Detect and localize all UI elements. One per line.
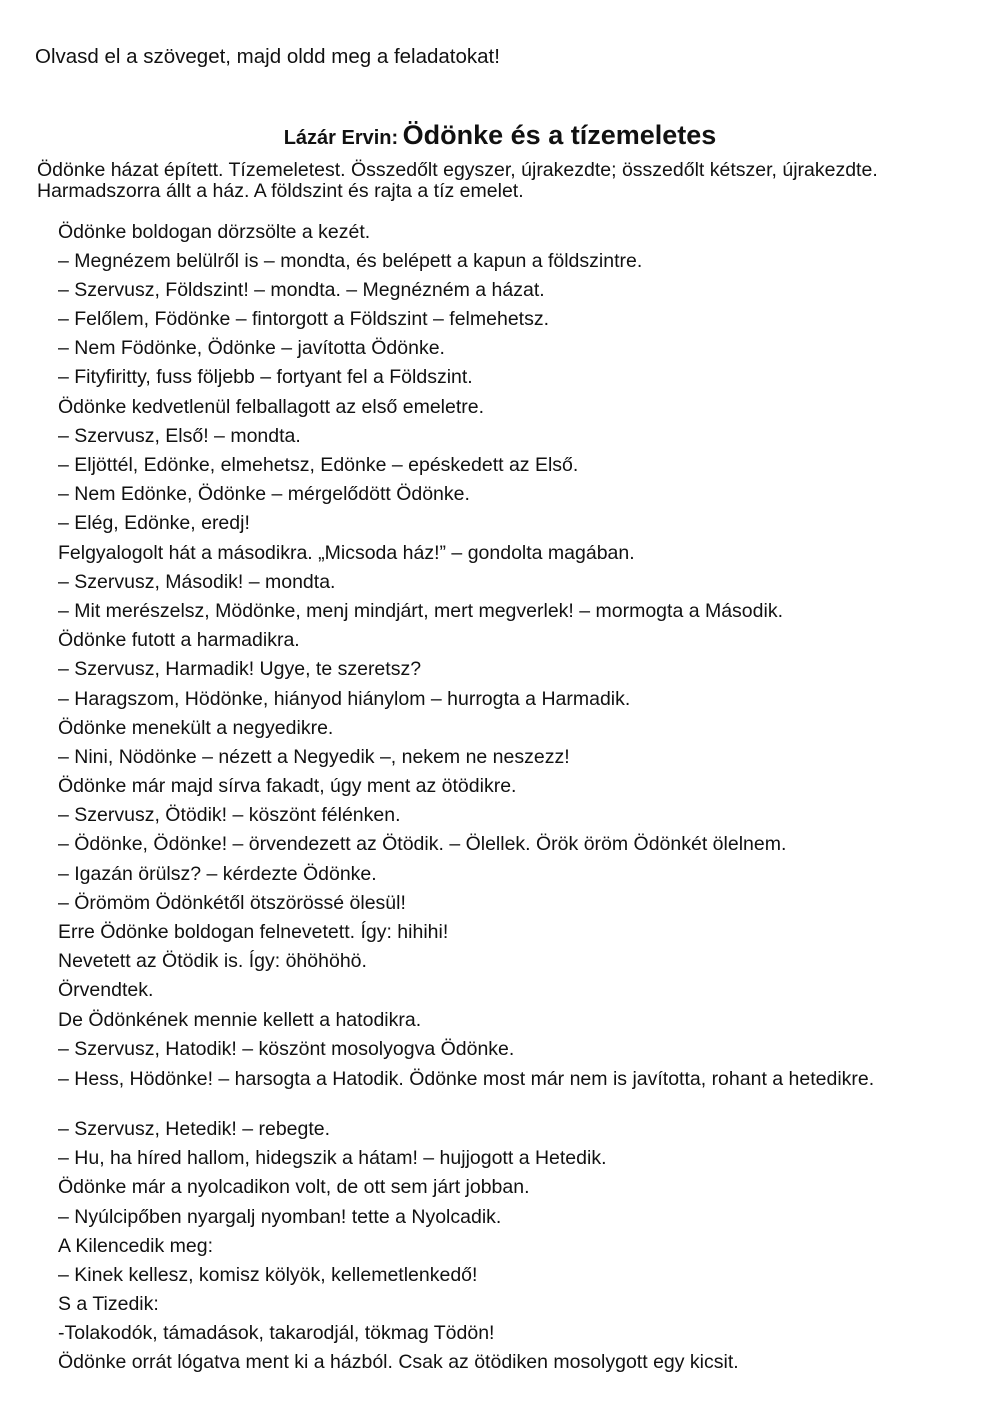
story-line: – Szervusz, Első! – mondta. (58, 424, 301, 447)
story-line: S a Tizedik: (58, 1293, 159, 1316)
story-line-wrapped: – Hess, Hödönke! – harsogta a Hatodik. Ödönke most már nem is javította, rohant a hetedikre. (58, 1067, 875, 1090)
story-line: – Szervusz, Harmadik! Ugye, te szeretsz? (58, 658, 422, 681)
story-line: De Ödönkének mennie kellett a hatodikra. (58, 1008, 422, 1031)
story-line: -Tolakodók, támadások, takarodjál, tökmag Tödön! (58, 1322, 495, 1345)
story-line: – Nem Edönke, Ödönke – mérgelődött Ödönke. (58, 483, 470, 506)
story-line: Ödönke menekült a negyedikre. (58, 716, 334, 739)
story-line: Örvendtek. (58, 979, 154, 1002)
story-line: – Mit merészelsz, Mödönke, menj mindjárt, mert megverlek! – mormogta a Második. (58, 599, 783, 622)
story-line: – Örömöm Ödönkétől ötszörössé ölesül! (58, 891, 406, 914)
story-intro-paragraph: Ödönke házat épített. Tízemeletest. Összedőlt egyszer, újrakezdte; összedőlt kétszer, újrakezdte. Harmadszorra állt a ház. A földszint és rajta a tíz emelet. (37, 159, 878, 202)
story-line: Ödönke orrát lógatva ment ki a házból. Csak az ötödiken mosolygott egy kicsit. (58, 1351, 739, 1374)
story-line: Ödönke boldogan dörzsölte a kezét. (58, 220, 371, 243)
story-line: – Igazán örülsz? – kérdezte Ödönke. (58, 862, 377, 885)
story-line: – Szervusz, Hetedik! – rebegte. (58, 1117, 331, 1140)
story-line: – Fityfiritty, fuss följebb – fortyant fel a Földszint. (58, 366, 473, 389)
story-line: Ödönke már a nyolcadikon volt, de ott sem járt jobban. (58, 1176, 530, 1199)
story-line: – Eljöttél, Edönke, elmehetsz, Edönke – epéskedett az Első. (58, 454, 579, 476)
story-line: – Szervusz, Második! – mondta. (58, 570, 336, 593)
story-line: – Szervusz, Hatodik! – köszönt mosolyogva Ödönke. (58, 1037, 515, 1060)
story-line: – Ödönke, Ödönke! – örvendezett az Ötödik. – Ölellek. Örök öröm Ödönkét ölelnem. (58, 833, 787, 856)
story-title (0, 116, 1000, 159)
story-line: – Kinek kellesz, komisz kölyök, kellemetlenkedő! (58, 1263, 478, 1286)
story-line: – Nem Födönke, Ödönke – javította Ödönke. (58, 337, 445, 360)
story-line: – Nini, Nödönke – nézett a Negyedik –, nekem ne neszezz! (58, 745, 570, 768)
title-work: Ödönke és a tízemeletes (402, 120, 717, 150)
story-line: Nevetett az Ötödik is. Így: öhöhöhö. (58, 950, 367, 973)
story-line: Erre Ödönke boldogan felnevetett. Így: hihihi! (58, 921, 449, 943)
title-author: Lázár Ervin: (283, 127, 399, 149)
story-line: – Nyúlcipőben nyargalj nyomban! tette a Nyolcadik. (58, 1205, 502, 1228)
story-line: – Haragszom, Hödönke, hiányod hiánylom – hurrogta a Harmadik. (58, 687, 631, 710)
story-line: – Szervusz, Ötödik! – köszönt félénken. (58, 804, 401, 827)
story-line: – Szervusz, Földszint! – mondta. – Megnézném a házat. (58, 278, 545, 301)
story-line: Ödönke már majd sírva fakadt, úgy ment az ötödikre. (58, 775, 517, 798)
story-line: Ödönke futott a harmadikra. (58, 629, 300, 652)
story-line: Felgyalogolt hát a másodikra. „Micsoda ház!” – gondolta magában. (58, 541, 635, 564)
story-line: A Kilencedik meg: (58, 1234, 214, 1257)
story-line: – Felőlem, Födönke – fintorgott a Földszint – felmehetsz. (58, 308, 549, 331)
story-line: Ödönke kedvetlenül felballagott az első emeletre. (58, 395, 485, 418)
story-text (37, 160, 887, 1382)
story-line: – Hu, ha híred hallom, hidegszik a hátam! – hujjogott a Hetedik. (58, 1147, 607, 1170)
story-line: – Megnézem belülről is – mondta, és belépett a kapun a földszintre. (58, 249, 643, 272)
instruction-text: Olvasd el a szöveget, majd oldd meg a feladatokat! (35, 45, 500, 68)
story-line: – Elég, Edönke, eredj! (58, 512, 250, 535)
